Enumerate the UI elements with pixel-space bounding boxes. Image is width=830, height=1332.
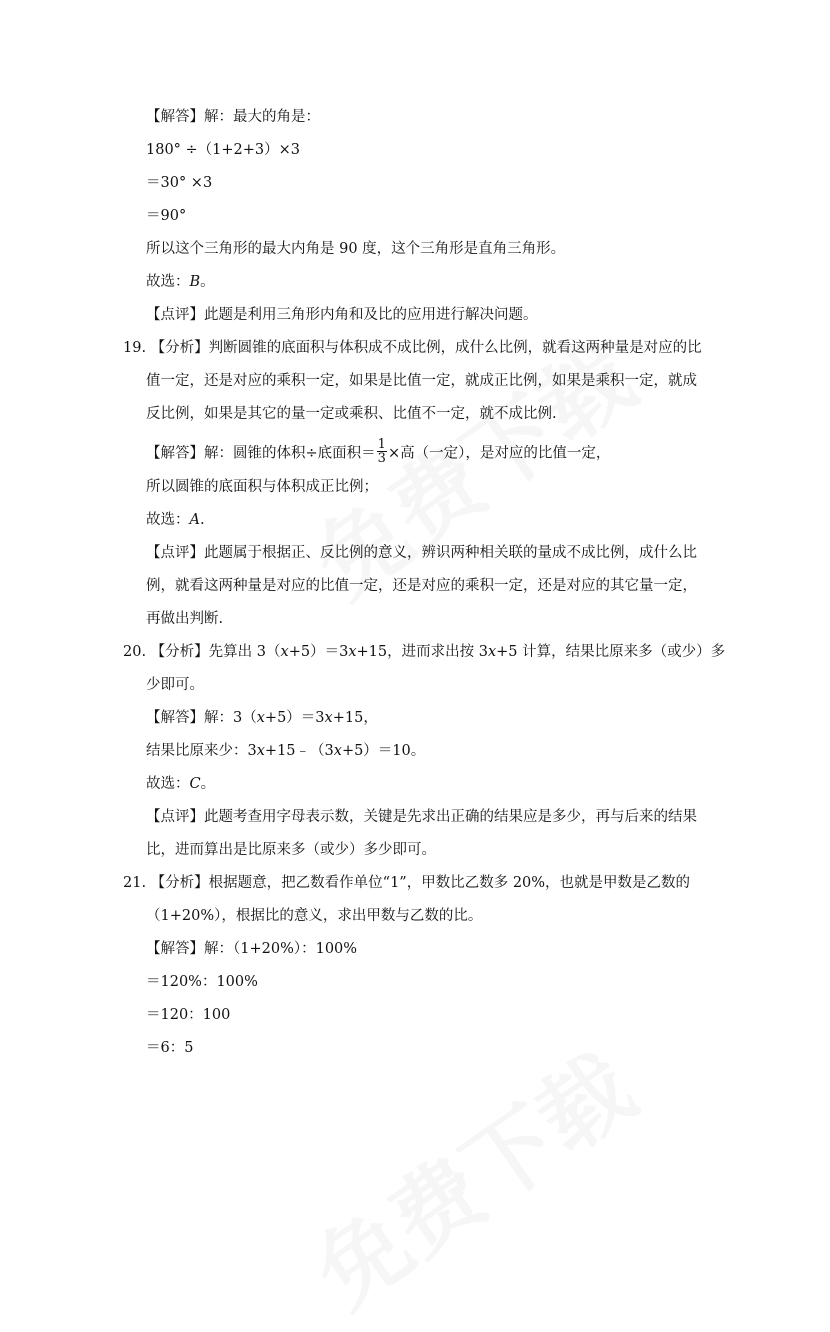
- q21-calc-2: ＝120：100: [146, 1007, 231, 1023]
- comment-label: 【点评】: [146, 809, 204, 825]
- q21-analysis-line-2: （1+20%），根据比的意义，求出甲数与乙数的比。: [146, 908, 483, 924]
- q21-answer-line: 【解答】解：（1+20%）：100%: [146, 941, 358, 957]
- answer-label: 【解答】: [146, 941, 204, 957]
- q21-calc-3: ＝6：5: [146, 1040, 194, 1056]
- q19-analysis-line-3: 反比例，如果是其它的量一定或乘积、比值不一定，就不成比例.: [146, 406, 557, 422]
- q20-comment-line-1: 【点评】此题考查用字母表示数，关键是先求出正确的结果应是多少，再与后来的结果: [146, 809, 697, 825]
- q18-choice: 故选：B。: [146, 274, 215, 290]
- q19-answer-line: 【解答】解：圆锥的体积÷底面积＝ $\frac{1}{3}$ ×高（一定），是对应的比值一定，: [146, 437, 611, 466]
- q18-comment: 【点评】此题是利用三角形内角和及比的应用进行解决问题。: [146, 307, 538, 323]
- q20-answer-line: 【解答】解：3（x+5）＝3x+15，: [146, 710, 378, 726]
- q19-comment-line-3: 再做出判断.: [146, 611, 224, 627]
- q18-calc-2: ＝30° ×3: [146, 175, 213, 191]
- q20-comment-line-2: 比，进而算出是比原来多（或少）多少即可。: [146, 842, 436, 858]
- answer-label: 【解答】: [146, 109, 204, 125]
- q21-analysis-line-1: 21. 【分析】根据题意，把乙数看作单位“1”，甲数比乙数多 20%，也就是甲数是乙数的: [123, 875, 691, 891]
- q19-analysis-line-2: 值一定，还是对应的乘积一定，如果是比值一定，就成正比例，如果是乘积一定，就成: [146, 373, 697, 389]
- answer-label: 【解答】: [146, 445, 204, 462]
- question-number: 19.: [123, 340, 147, 356]
- q19-comment-line-2: 例，就看这两种量是对应的比值一定，还是对应的乘积一定，还是对应的其它量一定，: [146, 578, 697, 594]
- question-number: 21.: [123, 875, 147, 891]
- q19-choice: 故选：A.: [146, 512, 205, 528]
- q20-analysis-line-2: 少即可。: [146, 677, 204, 693]
- q21-calc-1: ＝120%：100%: [146, 974, 258, 990]
- analysis-label: 【分析】: [150, 644, 209, 660]
- one-third-fraction: $\frac{1}{3}$: [377, 437, 386, 466]
- comment-label: 【点评】: [146, 545, 204, 561]
- q19-comment-line-1: 【点评】此题属于根据正、反比例的意义，辨识两种相关联的量成不成比例，成什么比: [146, 545, 697, 561]
- q20-choice: 故选：C。: [146, 776, 216, 792]
- q18-calc-1: 180° ÷（1+2+3）×3: [146, 142, 301, 158]
- q18-answer-line: 【解答】解：最大的角是：: [146, 109, 320, 125]
- watermark: [285, 1019, 654, 1332]
- q18-calc-3: ＝90°: [146, 208, 187, 224]
- analysis-label: 【分析】: [150, 875, 209, 891]
- question-number: 20.: [123, 644, 147, 660]
- q18-conclusion: 所以这个三角形的最大内角是 90 度，这个三角形是直角三角形。: [146, 241, 566, 257]
- q19-answer-line-2: 所以圆锥的底面积与体积成正比例；: [146, 479, 378, 495]
- answer-label: 【解答】: [146, 710, 204, 726]
- q20-analysis-line-1: 20. 【分析】先算出 3（x+5）＝3x+15，进而求出按 3x+5 计算，结果比原来多（或少）多: [123, 644, 726, 660]
- q19-analysis-line-1: 19. 【分析】判断圆锥的底面积与体积成不成比例，成什么比例，就看这两种量是对应的比: [123, 340, 702, 356]
- comment-label: 【点评】: [146, 307, 204, 323]
- q20-result-line: 结果比原来少：3x+15﹣（3x+5）＝10。: [146, 743, 426, 759]
- analysis-label: 【分析】: [150, 340, 209, 356]
